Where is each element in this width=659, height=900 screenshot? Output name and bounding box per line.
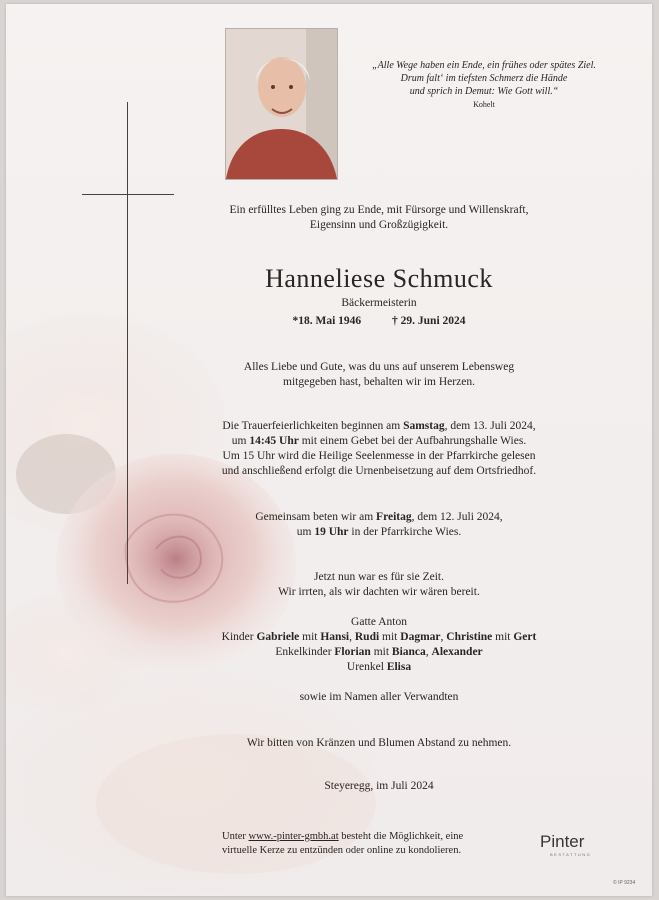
- cross-vertical: [127, 102, 128, 584]
- intro-text: [156, 203, 602, 233]
- place-date: Steyeregg, im Juli 2024: [324, 780, 434, 792]
- relatives-line: sowie im Namen aller Verwandten: [299, 691, 459, 703]
- quote-source: Kohelt: [473, 100, 495, 109]
- print-code: © IP 9234: [613, 880, 636, 886]
- website-link[interactable]: www.-pinter-gmbh.at: [248, 831, 339, 842]
- intro-line: Eigensinn und Großzügigkeit.: [309, 219, 449, 231]
- portrait-photo: [225, 28, 338, 180]
- logo-subtitle: BESTATTUNG: [550, 852, 592, 857]
- cross-horizontal: [82, 194, 174, 195]
- quote-block: [354, 59, 614, 111]
- great-grandchildren-line: Urenkel Elisa: [346, 661, 412, 673]
- prayer-line: um 19 Uhr in der Pfarrkirche Wies.: [296, 526, 462, 538]
- flower-request: Wir bitten von Kränzen und Blumen Abstand zu nehmen.: [246, 737, 512, 749]
- funeral-line: um 14:45 Uhr mit einem Gebet bei der Aufbahrungshalle Wies.: [231, 435, 527, 447]
- profession: Bäckermeisterin: [341, 297, 417, 309]
- intro-line: Ein erfülltes Leben ging zu Ende, mit Fürsorge und Willenskraft,: [229, 204, 529, 216]
- poem-line: Jetzt nun war es für sie Zeit.: [314, 571, 444, 583]
- deceased-name: Hanneliese Schmuck: [265, 264, 493, 293]
- prayer-line: Gemeinsam beten wir am Freitag, dem 12. Juli 2024,: [255, 511, 503, 523]
- quote-line: „Alle Wege haben ein Ende, ein frühes oder spätes Ziel.: [372, 60, 596, 71]
- grandchildren-line: Enkelkinder Florian mit Bianca, Alexander: [275, 646, 483, 658]
- family-list: [156, 615, 602, 675]
- thanks-text: [156, 360, 602, 390]
- birth-date: *18. Mai 1946: [292, 315, 362, 327]
- quote-line: Drum falt‘ im tiefsten Schmerz die Hände: [400, 73, 568, 84]
- quote-line: und sprich in Demut: Wie Gott will.“: [409, 86, 559, 97]
- death-date: † 29. Juni 2024: [392, 315, 466, 327]
- poem-line: Wir irrten, als wir dachten wir wären bereit.: [278, 586, 480, 598]
- funeral-line: Um 15 Uhr wird die Heilige Seelenmesse in der Pfarrkirche gelesen: [222, 450, 536, 462]
- children-line: Kinder Gabriele mit Hansi, Rudi mit Dagmar, Christine mit Gert: [221, 631, 537, 643]
- footer-text: [222, 830, 522, 858]
- funeral-line: und anschließend erfolgt die Urnenbeisetzung auf dem Ortsfriedhof.: [221, 465, 537, 477]
- thanks-line: mitgegeben hast, behalten wir im Herzen.: [283, 376, 475, 388]
- thanks-line: Alles Liebe und Gute, was du uns auf unserem Lebensweg: [243, 361, 515, 373]
- spouse-line: Gatte Anton: [351, 616, 407, 628]
- poem-text: [156, 570, 602, 600]
- footer-line: virtuelle Kerze zu entzünden oder online zu kondolieren.: [222, 845, 462, 856]
- obituary-card: [6, 4, 652, 896]
- funeral-line: Die Trauerfeierlichkeiten beginnen am Samstag, dem 13. Juli 2024,: [222, 420, 536, 432]
- life-dates: [156, 315, 602, 327]
- footer-line: Unter www.-pinter-gmbh.at besteht die Möglichkeit, eine: [222, 831, 464, 842]
- funeral-text: [156, 419, 602, 479]
- pinter-logo: Pinter: [540, 832, 585, 851]
- prayer-text: [156, 510, 602, 540]
